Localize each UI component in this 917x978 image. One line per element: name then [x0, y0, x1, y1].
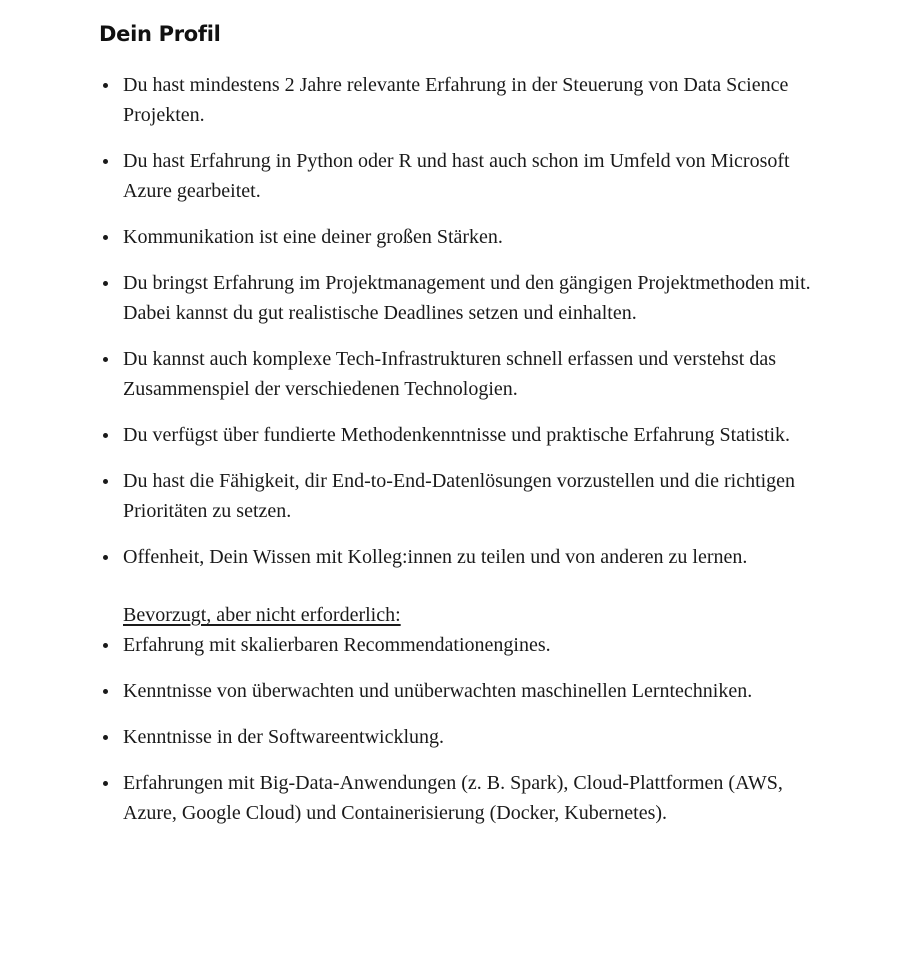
list-item-text: Kenntnisse von überwachten und unüberwachten maschinellen Lerntechniken.: [123, 680, 753, 702]
list-item: [99, 768, 829, 828]
list-item: [99, 420, 829, 450]
bullet-icon: [103, 479, 108, 484]
section-title: Dein Profil: [99, 22, 221, 46]
list-item-text: Du verfügst über fundierte Methodenkenntnisse und praktische Erfahrung Statistik.: [123, 424, 791, 446]
bullet-icon: [103, 781, 108, 786]
list-item-text: Du hast die Fähigkeit, dir End-to-End-Datenlösungen vorzustellen und die richtigen Prioritäten zu setzen.: [123, 470, 796, 522]
list-item: [99, 542, 829, 572]
list-item: [99, 146, 829, 206]
list-item: [99, 222, 829, 252]
preferred-label: Bevorzugt, aber nicht erforderlich:: [123, 604, 401, 626]
profile-section: [99, 18, 829, 844]
list-item-text: Du kannst auch komplexe Tech-Infrastrukturen schnell erfassen und verstehst das Zusammenspiel der verschiedenen Technologien.: [123, 348, 777, 400]
list-item: [99, 630, 829, 660]
bullet-icon: [103, 83, 108, 88]
bullet-icon: [103, 555, 108, 560]
list-item-text: Du hast Erfahrung in Python oder R und hast auch schon im Umfeld von Microsoft Azure gearbeitet.: [123, 150, 790, 202]
list-item: [99, 268, 829, 328]
bullet-icon: [103, 281, 108, 286]
bullet-icon: [103, 235, 108, 240]
preferred-list: [99, 630, 829, 828]
bullet-icon: [103, 433, 108, 438]
list-item: [99, 676, 829, 706]
list-item-text: Kenntnisse in der Softwareentwicklung.: [123, 726, 445, 748]
list-item-text: Erfahrung mit skalierbaren Recommendationengines.: [123, 634, 551, 656]
bullet-icon: [103, 159, 108, 164]
list-item-text: Du bringst Erfahrung im Projektmanagement und den gängigen Projektmethoden mit. Dabei kannst du gut realistische Deadlines setzen und einhalten.: [123, 272, 811, 324]
list-item-text: Du hast mindestens 2 Jahre relevante Erfahrung in der Steuerung von Data Science Projekten.: [123, 74, 789, 126]
list-item: [99, 70, 829, 130]
list-item-text: Erfahrungen mit Big-Data-Anwendungen (z. B. Spark), Cloud-Plattformen (AWS, Azure, Google Cloud) und Containerisierung (Docker, Kubernetes).: [123, 772, 783, 824]
bullet-icon: [103, 689, 108, 694]
bullet-icon: [103, 735, 108, 740]
list-item: [99, 722, 829, 752]
list-item-text: Kommunikation ist eine deiner großen Stärken.: [123, 226, 503, 248]
requirements-list: [99, 70, 829, 572]
bullet-icon: [103, 643, 108, 648]
bullet-icon: [103, 357, 108, 362]
list-item-text: Offenheit, Dein Wissen mit Kolleg:innen zu teilen und von anderen zu lernen.: [123, 546, 748, 568]
list-item: [99, 344, 829, 404]
list-item: [99, 466, 829, 526]
